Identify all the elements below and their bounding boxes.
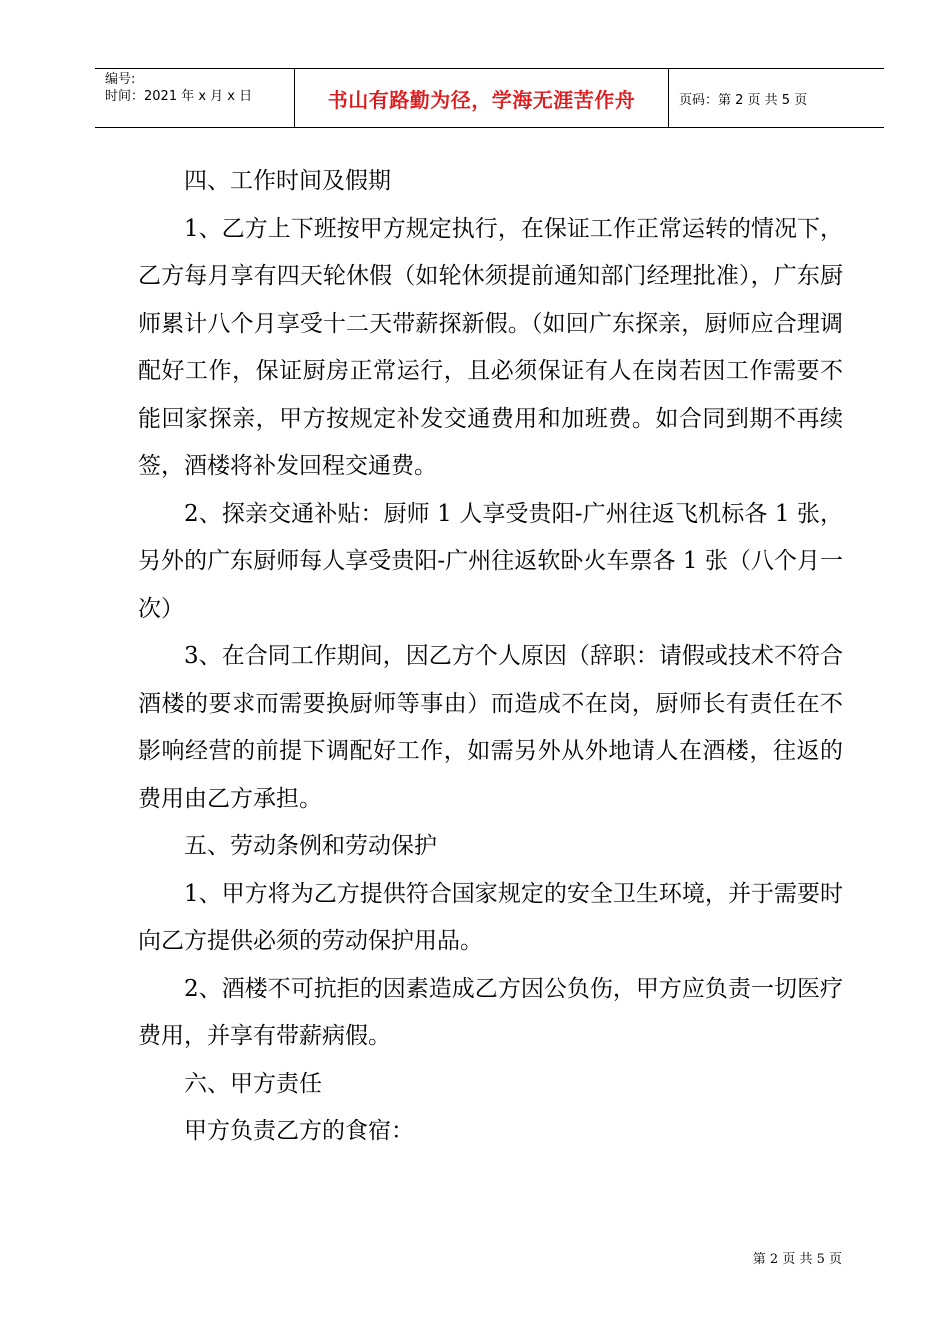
paragraph: 甲方负责乙方的食宿： xyxy=(184,1118,414,1144)
paragraph: 3、在合同工作期间，因乙方个人原因（辞职：请假或技术不符合酒楼的要求而需要换厨师等事由）而造成不在岗，厨师长有责任在不影响经营的前提下调配好工作，如需另外从外地请人在酒楼，往返的费用由乙方承担。 xyxy=(138,643,843,812)
header-motto: 书山有路勤为径，学海无涯苦作舟 xyxy=(295,69,669,127)
section-heading-work-time: 四、工作时间及假期 xyxy=(184,168,391,194)
paragraph: 2、酒楼不可抗拒的因素造成乙方因公负伤，甲方应负责一切医疗费用，并享有带薪病假。 xyxy=(138,975,843,1049)
header-page-number: 页码：第 2 页 共 5 页 xyxy=(679,92,808,108)
header-meta xyxy=(95,69,295,127)
section-heading-labor-protection: 五、劳动条例和劳动保护 xyxy=(184,833,437,859)
paragraph: 1、甲方将为乙方提供符合国家规定的安全卫生环境，并于需要时向乙方提供必须的劳动保护用品。 xyxy=(138,880,843,954)
page-header xyxy=(95,68,884,128)
page-footer: 第 2 页 共 5 页 xyxy=(752,1252,842,1267)
paragraph: 1、乙方上下班按甲方规定执行，在保证工作正常运转的情况下，乙方每月享有四天轮休假（如轮休须提前通知部门经理批准），广东厨师累计八个月享受十二天带薪探新假。（如回广东探亲，厨师应合理调配好工作，保证厨房正常运行，且必须保证有人在岗若因工作需要不能回家探亲，甲方按规定补发交通费用和加班费。如合同到期不再续签，酒楼将补发回程交通费。 xyxy=(138,215,843,479)
document-body xyxy=(138,158,843,1156)
document-number-label: 编号: xyxy=(105,72,136,87)
document-time-label: 时间：2021 年 x 月 x 日 xyxy=(105,89,253,104)
section-heading-party-a-duties: 六、甲方责任 xyxy=(184,1070,322,1097)
paragraph: 2、探亲交通补贴：厨师 1 人享受贵阳-广州往返飞机标各 1 张，另外的广东厨师每人享受贵阳-广州往返软卧火车票各 1 张（八个月一次） xyxy=(138,500,843,622)
